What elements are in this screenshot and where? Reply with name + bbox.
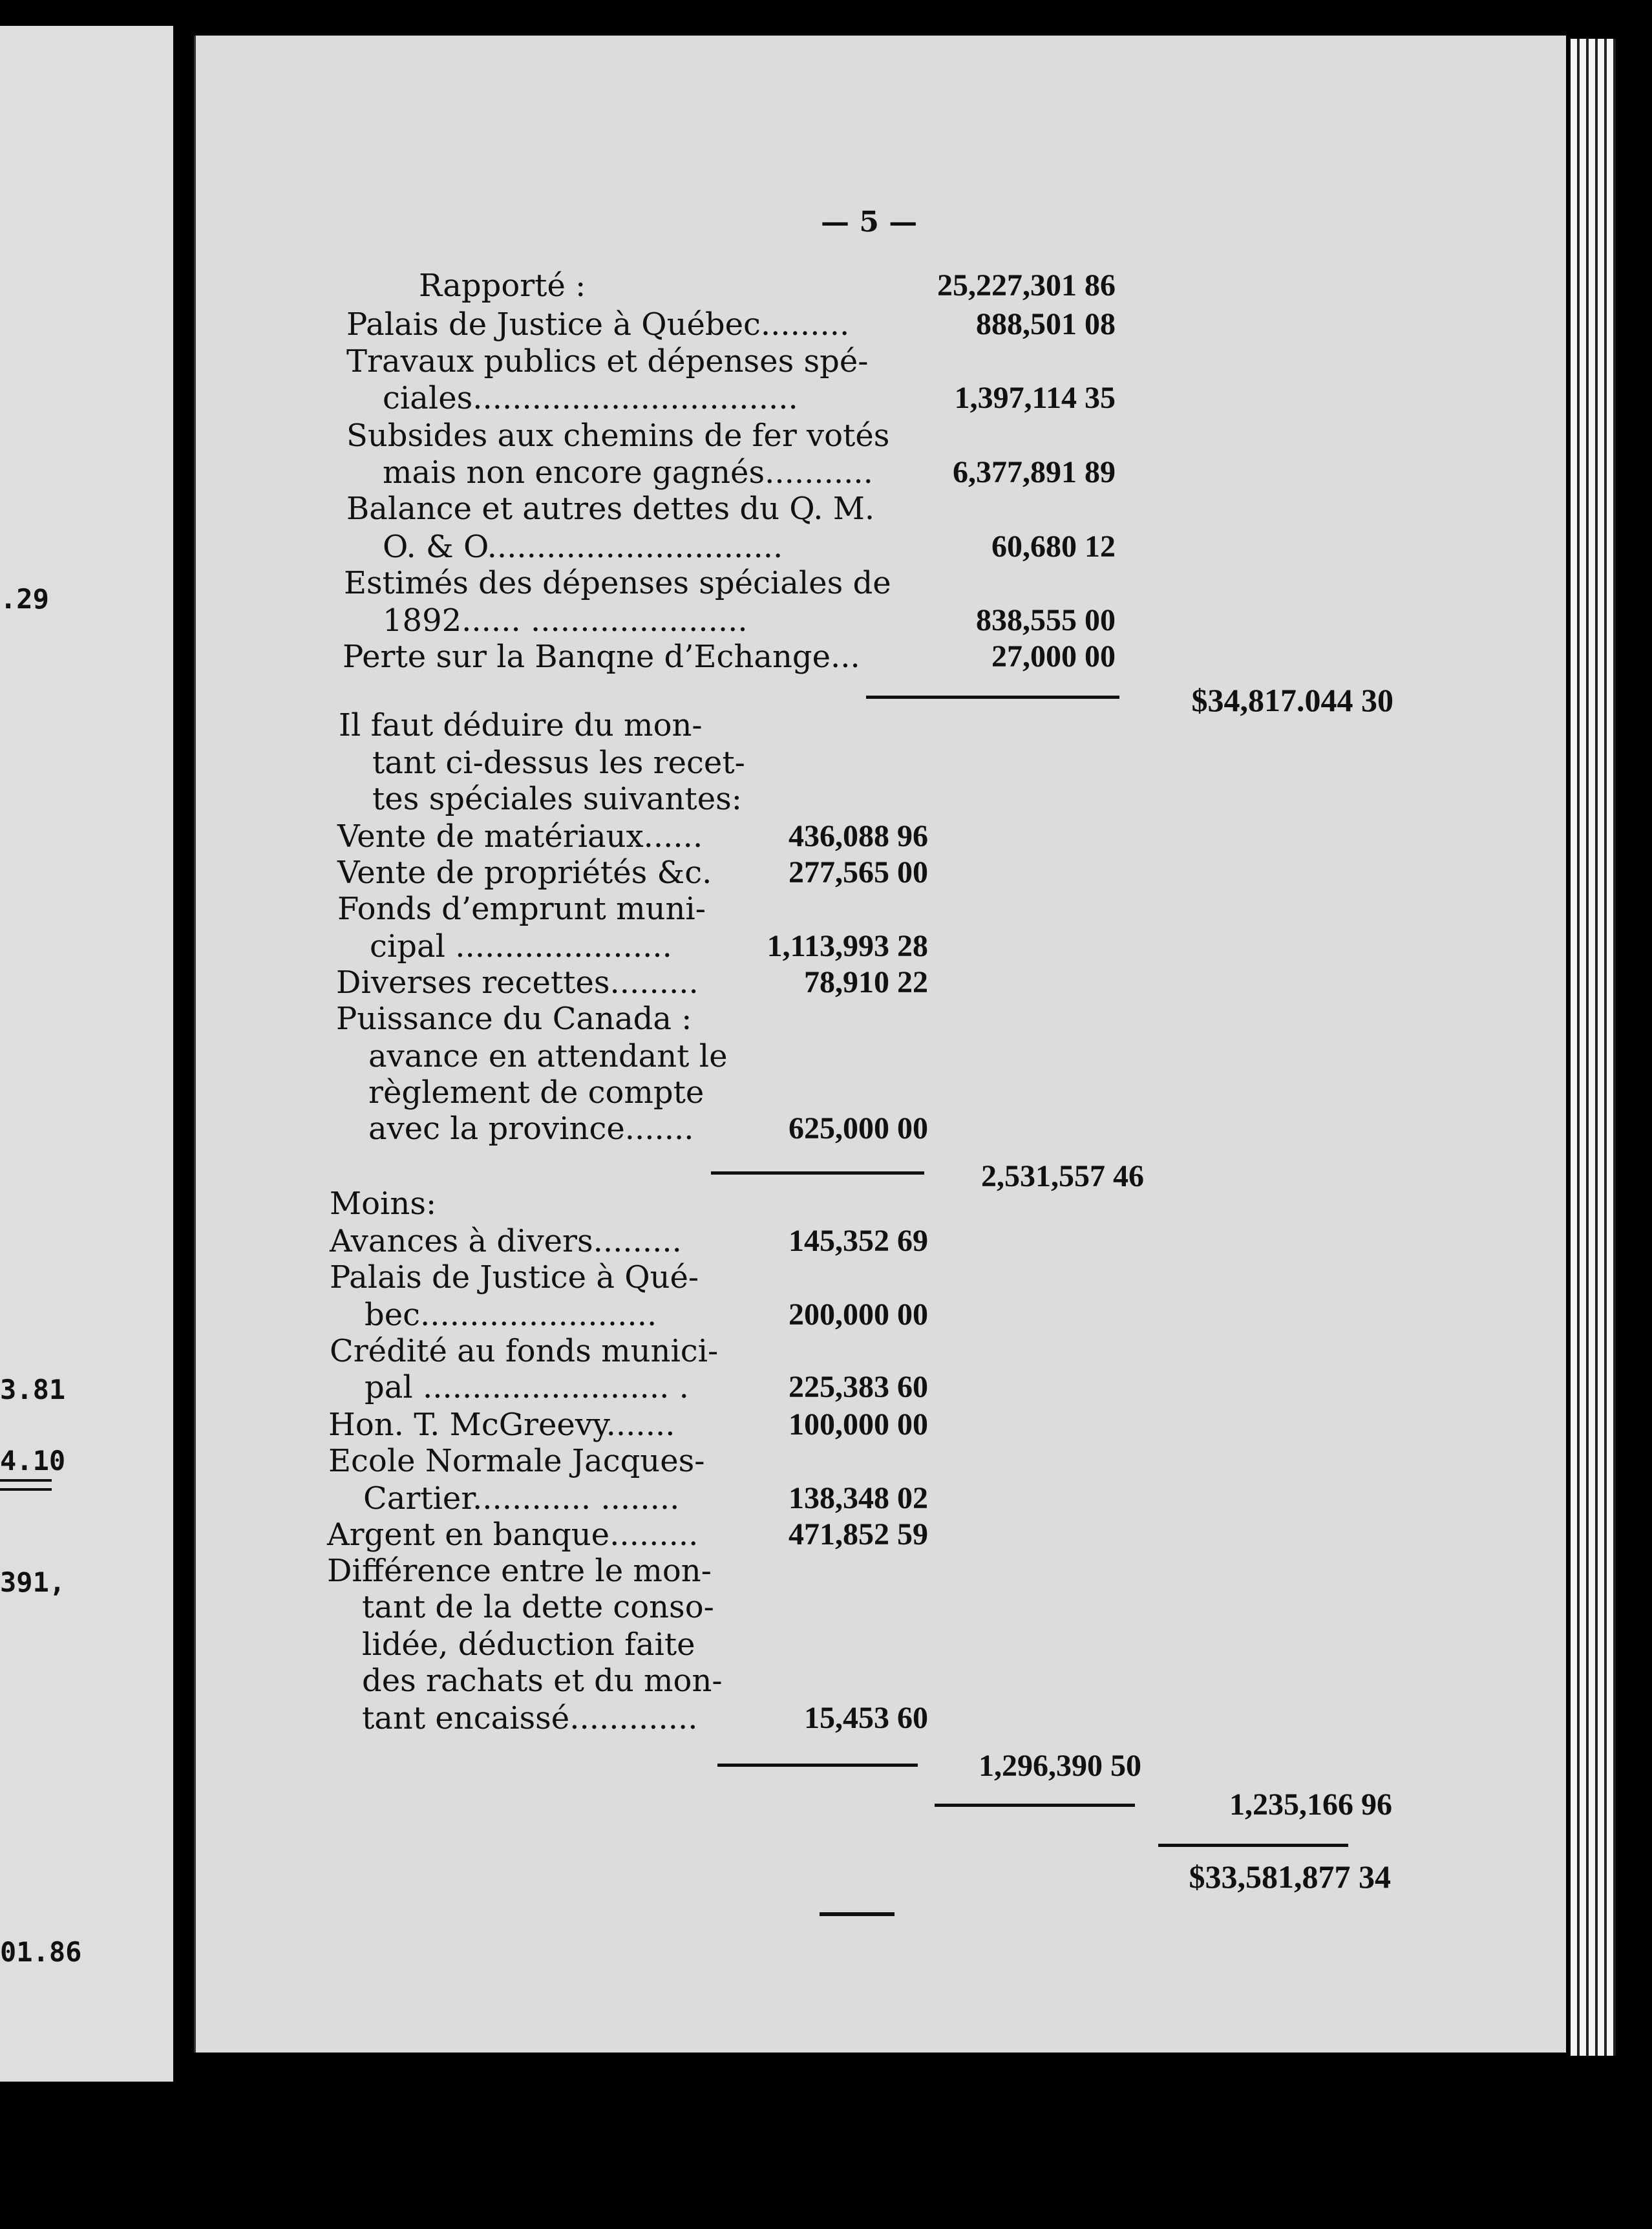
row-amount: 225,383 60 [789,1370,928,1404]
row-label: Puissance du Canada : [336,1001,692,1037]
fragment-text: 4.10 [0,1445,66,1477]
deduct-intro: tes spéciales suivantes: [372,781,742,817]
fragment-text: 391, [0,1566,66,1598]
row-amount: 888,501 08 [976,307,1116,341]
row-label: 1892...... ...................... [383,603,748,639]
row-label: avance en attendant le [368,1038,728,1074]
row-label: bec........................ [365,1297,657,1333]
row-amount: 78,910 22 [804,965,928,999]
row-label: tant de la dette conso- [362,1589,714,1625]
row-label: lidée, déduction faite [362,1626,695,1663]
deduct-intro: tant ci-dessus les recet- [372,745,745,781]
row-label: pal ......................... . [365,1369,689,1405]
fragment-rule [0,1488,52,1491]
total-amount: $34,817.044 30 [1191,682,1393,718]
row-label: Différence entre le mon- [327,1553,712,1589]
row-label: mais non encore gagnés........... [383,454,873,491]
row-amount: 1,113,993 28 [767,929,928,963]
row-amount: 138,348 02 [789,1481,928,1515]
row-amount: 100,000 00 [789,1407,928,1442]
page-number: — 5 — [821,206,918,239]
row-label: Hon. T. McGreevy....... [328,1407,675,1443]
sum-rule [935,1804,1135,1807]
row-label: tant encaissé............. [362,1700,698,1736]
page-edges [1571,39,1616,2056]
book-spine [173,0,193,2229]
row-label: avec la province....... [368,1111,694,1147]
row-label: Palais de Justice à Qué- [330,1259,699,1296]
row-amount: 838,555 00 [976,603,1116,637]
row-label: Argent en banque......... [327,1517,699,1553]
row-amount: 145,352 69 [789,1224,928,1258]
fragment-rule [0,1479,52,1482]
sum-rule [866,696,1119,699]
row-label: Cartier............ ........ [363,1480,680,1517]
sum-rule [717,1764,918,1767]
fragment-text: 3.81 [0,1374,66,1405]
row-label: règlement de compte [368,1074,704,1111]
row-amount: 200,000 00 [789,1297,928,1332]
row-amount: 6,377,891 89 [953,455,1116,489]
row-amount: 60,680 12 [991,529,1116,564]
row-label: Balance et autres dettes du Q. M. [346,491,875,527]
row-amount: 15,453 60 [804,1701,928,1735]
row-label: Vente de propriétés &c. [337,855,712,891]
row-amount: 625,000 00 [789,1111,928,1146]
row-label: des rachats et du mon- [362,1663,723,1699]
row-label: Palais de Justice à Québec......... [346,306,850,343]
row-amount: 25,227,301 86 [937,268,1116,303]
row-label: Crédité au fonds munici- [330,1333,719,1369]
deduct-intro: Il faut déduire du mon- [339,707,703,743]
row-amount: 277,565 00 [789,855,928,890]
row-amount: 471,852 59 [789,1517,928,1552]
row-label: ciales................................. [383,380,798,416]
sum-rule [711,1171,924,1175]
row-amount: 27,000 00 [991,639,1116,674]
row-label: Fonds d’emprunt muni- [337,891,706,927]
row-amount: 1,397,114 35 [954,381,1116,415]
fragment-text: .29 [0,583,49,615]
row-amount: 436,088 96 [789,819,928,853]
sum-rule [1158,1844,1348,1847]
row-label: Avances à divers......... [330,1223,682,1259]
row-label: Diverses recettes......... [336,965,699,1001]
end-rule [820,1912,895,1916]
subtotal-amount: 1,296,390 50 [979,1749,1141,1783]
row-label: Travaux publics et dépenses spé- [346,343,869,379]
row-label: Vente de matériaux...... [337,818,703,855]
row-label: Estimés des dépenses spéciales de [344,565,891,601]
row-label: Perte sur la Banqne d’Echange... [343,639,860,675]
row-label: cipal ...................... [370,928,672,965]
row-label: Rapporté : [419,268,586,304]
net-deduction-amount: 1,235,166 96 [1229,1787,1392,1822]
section-heading: Moins: [330,1186,437,1222]
row-label: Ecole Normale Jacques- [328,1443,705,1479]
row-label: Subsides aux chemins de fer votés [346,418,890,454]
fragment-text: 01.86 [0,1936,82,1968]
grand-total-amount: $33,581,877 34 [1189,1859,1391,1895]
subtotal-amount: 2,531,557 46 [981,1159,1144,1193]
facing-page-fragment [0,26,177,2082]
row-label: O. & O.............................. [383,529,783,565]
